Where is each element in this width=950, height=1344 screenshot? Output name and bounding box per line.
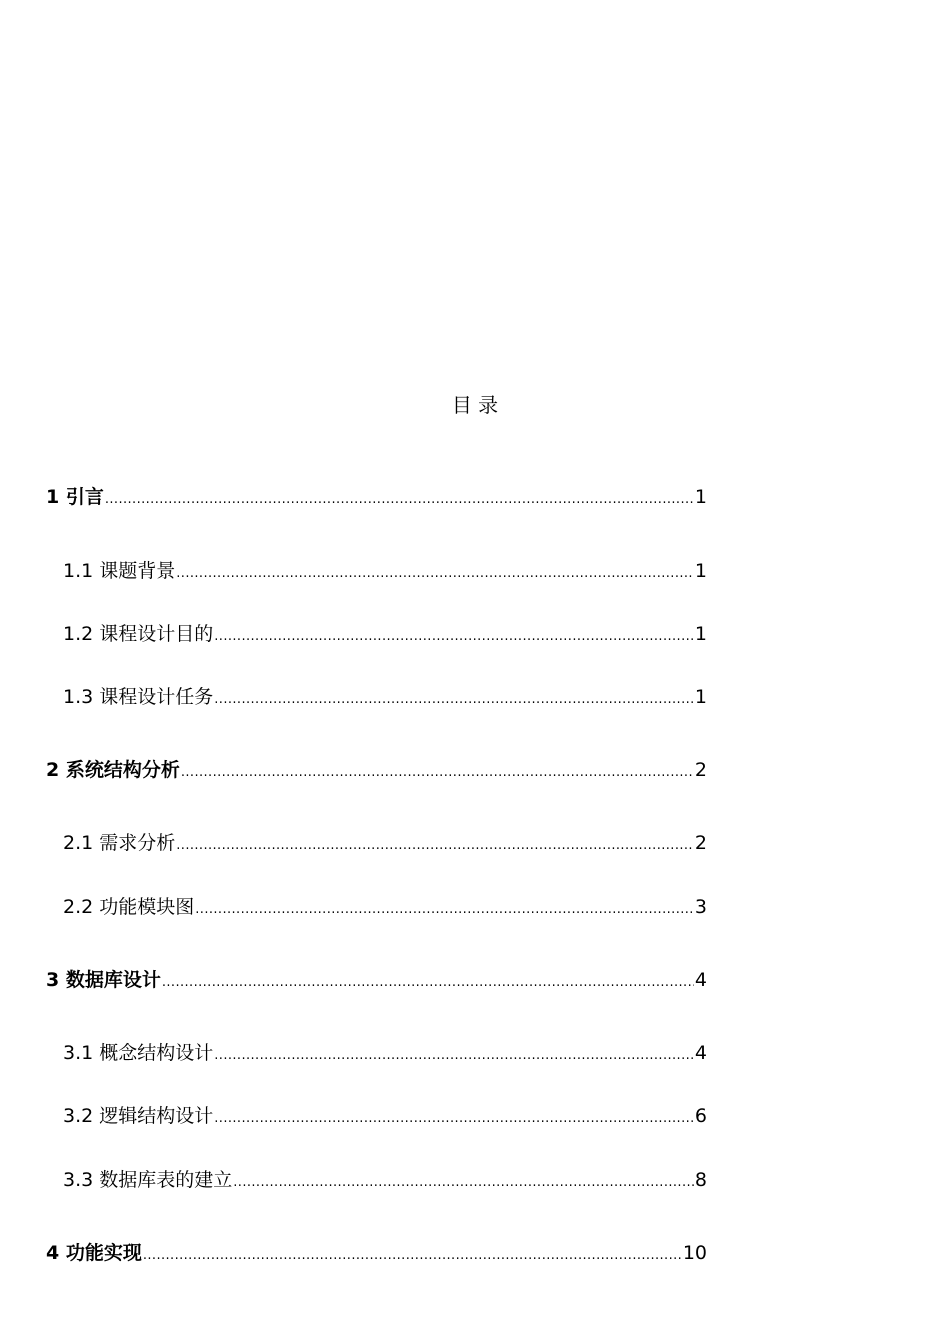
toc-page-number: 1 [694,623,707,645]
toc-page-number: 4 [694,969,707,991]
toc-entry-label: 1.3 课程设计任务 [63,686,214,708]
toc-entry-section[interactable] [63,1040,707,1066]
toc-entry-section[interactable] [63,558,707,584]
toc-page-number: 3 [694,896,707,918]
toc-page-number: 2 [694,832,707,854]
toc-entry-chapter[interactable] [46,757,707,783]
toc-dot-leader [195,894,694,923]
toc-entry-label: 3 数据库设计 [46,969,161,991]
toc-page-number: 1 [694,486,707,508]
toc-page-number: 1 [694,686,707,708]
toc-dot-leader [162,967,694,996]
toc-entry-label: 3.1 概念结构设计 [63,1042,214,1064]
toc-page-number: 4 [694,1042,707,1064]
toc-entry-label: 2.1 需求分析 [63,832,176,854]
toc-entry-section[interactable] [63,1167,707,1193]
toc-entry-section[interactable] [63,830,707,856]
toc-entry-chapter[interactable] [46,1240,707,1266]
toc-dot-leader [176,830,694,859]
toc-dot-leader [105,484,694,513]
toc-dot-leader [214,684,694,713]
toc-entry-label: 3.3 数据库表的建立 [63,1169,233,1191]
toc-page-number: 2 [694,759,707,781]
toc-entry-label: 2 系统结构分析 [46,759,180,781]
toc-entry-section[interactable] [63,894,707,920]
toc-dot-leader [214,1103,694,1132]
toc-entry-label: 1.2 课程设计目的 [63,623,214,645]
toc-page-number: 1 [694,560,707,582]
toc-page-number: 10 [682,1242,707,1264]
toc-entry-chapter[interactable] [46,967,707,993]
toc-entry-chapter[interactable] [46,484,707,510]
toc-dot-leader [181,757,694,786]
toc-dot-leader [214,1040,694,1069]
toc-dot-leader [214,621,694,650]
toc-entry-section[interactable] [63,684,707,710]
toc-entry-label: 1.1 课题背景 [63,560,176,582]
toc-dot-leader [143,1240,682,1269]
toc-page-number: 8 [694,1169,707,1191]
toc-dot-leader [233,1167,694,1196]
toc-title: 目 录 [451,393,499,417]
toc-entry-section[interactable] [63,621,707,647]
toc-page-number: 6 [694,1105,707,1127]
toc-entry-label: 1 引言 [46,486,104,508]
toc-entry-label: 3.2 逻辑结构设计 [63,1105,214,1127]
toc-entry-label: 4 功能实现 [46,1242,142,1264]
toc-entry-label: 2.2 功能模块图 [63,896,195,918]
toc-entry-section[interactable] [63,1103,707,1129]
toc-dot-leader [176,558,694,587]
